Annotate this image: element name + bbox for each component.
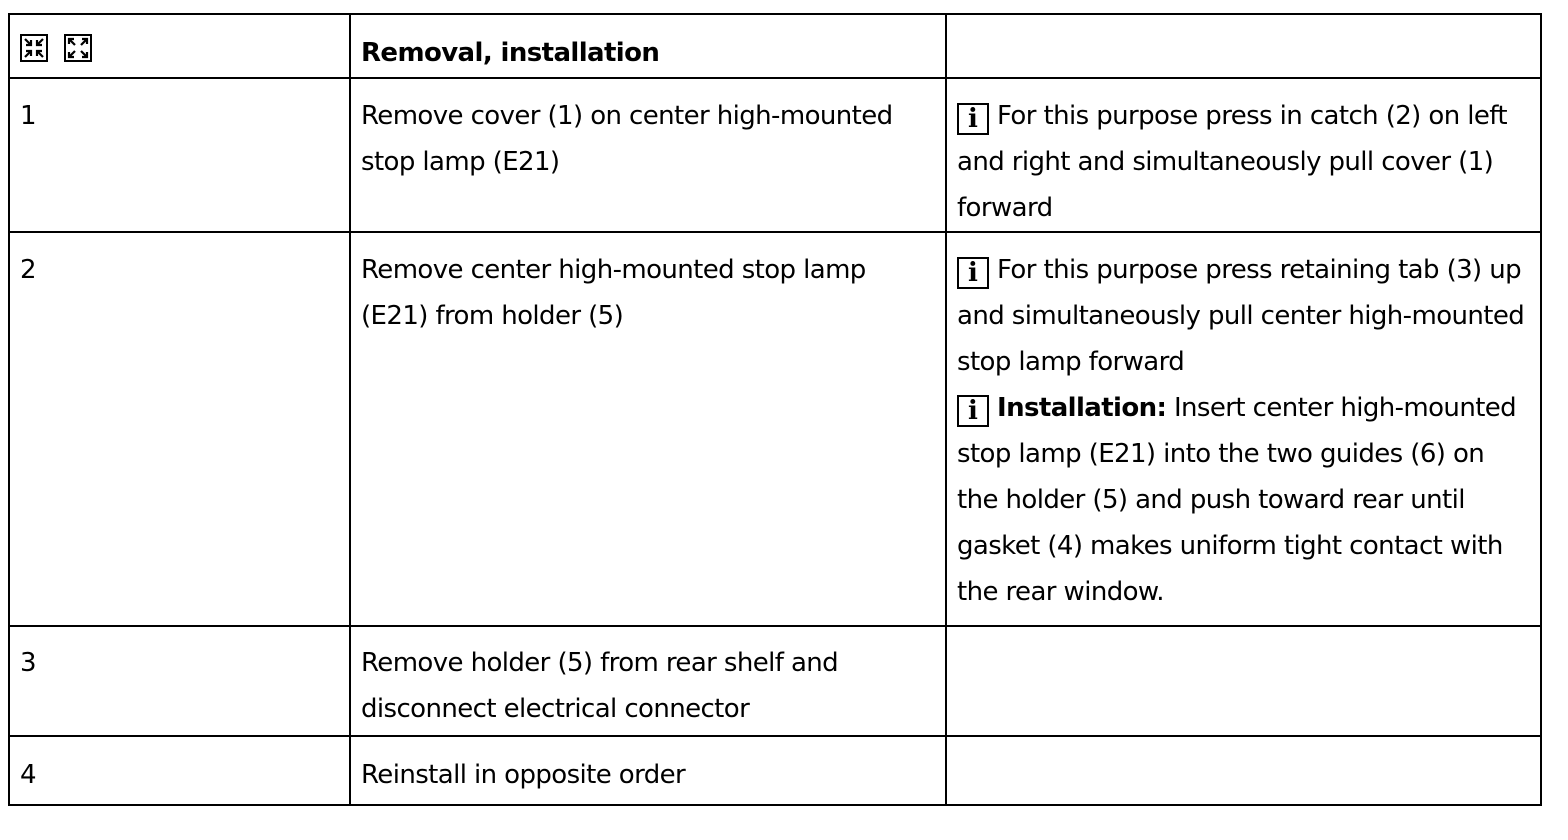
note (957, 93, 1530, 231)
step-action: Remove holder (5) from rear shelf and disconnect electrical connector (350, 626, 946, 736)
note-text: For this purpose press retaining tab (3) up and simultaneously pull center high-mounted stop lamp forward (957, 255, 1525, 377)
header-row (9, 14, 1541, 78)
step-action: Remove cover (1) on center high-mounted stop lamp (E21) (350, 78, 946, 232)
step-notes (946, 232, 1541, 626)
info-icon: i (957, 103, 989, 135)
step-number: 3 (9, 626, 350, 736)
step-notes (946, 626, 1541, 736)
procedure-table (8, 13, 1542, 806)
note-label: Installation: (997, 393, 1167, 423)
table-row (9, 736, 1541, 805)
step-notes (946, 736, 1541, 805)
header-symbols-cell (9, 14, 350, 78)
removal-symbol-icon (20, 34, 48, 62)
step-number: 4 (9, 736, 350, 805)
note-text: For this purpose press in catch (2) on left and right and simultaneously pull cover (1) forward (957, 101, 1507, 223)
note-text: Insert center high-mounted stop lamp (E21) into the two guides (6) on the holder (5) and push toward rear until gasket (4) makes uniform tight contact with the rear window. (957, 393, 1517, 607)
installation-symbol-icon (64, 34, 92, 62)
note (957, 247, 1530, 385)
step-number: 1 (9, 78, 350, 232)
info-icon: i (957, 257, 989, 289)
step-action: Remove center high-mounted stop lamp (E21) from holder (5) (350, 232, 946, 626)
note (957, 385, 1530, 615)
table-row (9, 232, 1541, 626)
info-icon: i (957, 395, 989, 427)
table-row (9, 78, 1541, 232)
step-number: 2 (9, 232, 350, 626)
table-row (9, 626, 1541, 736)
header-notes-cell (946, 14, 1541, 78)
step-action: Reinstall in opposite order (350, 736, 946, 805)
step-notes (946, 78, 1541, 232)
header-title: Removal, installation (350, 14, 946, 78)
